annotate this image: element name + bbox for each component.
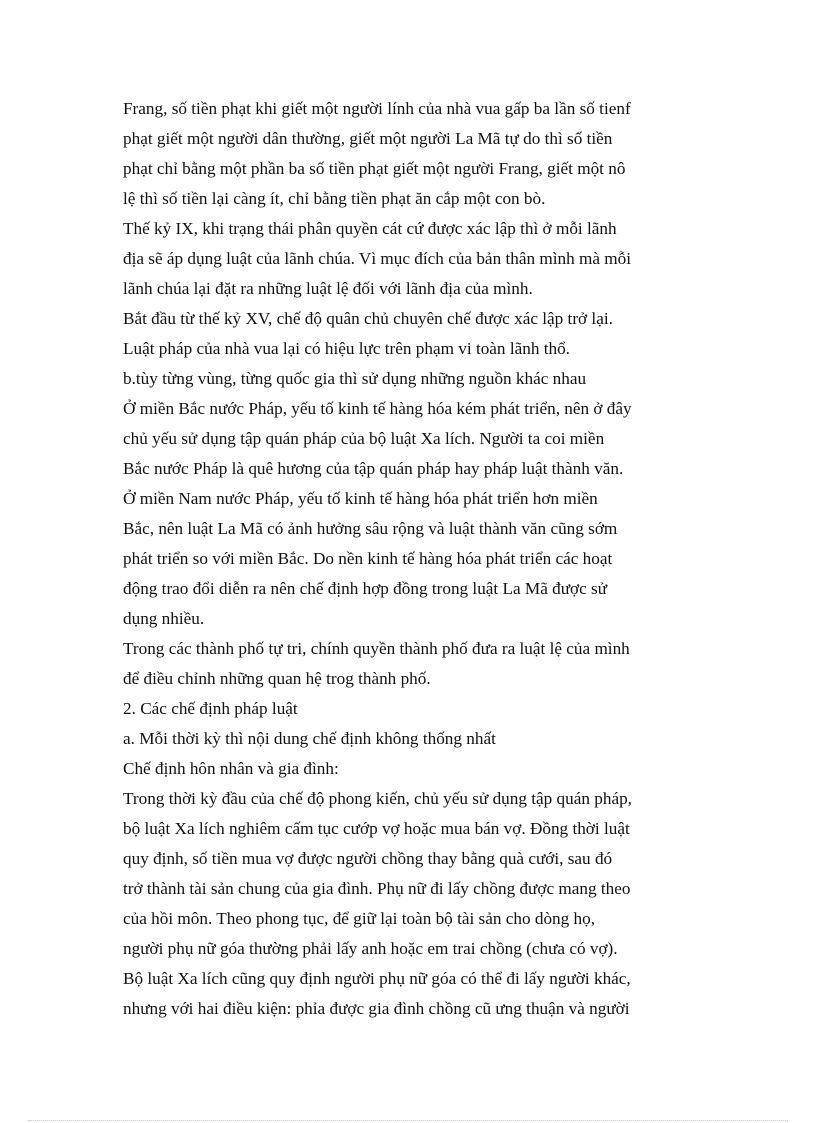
body-text: [123, 94, 703, 1024]
text-line: Luật pháp của nhà vua lại có hiệu lực trên phạm vi toàn lãnh thổ.: [123, 339, 570, 358]
text-line: quy định, số tiền mua vợ được người chồng thay bằng quà cưới, sau đó: [123, 849, 613, 868]
text-line: địa sẽ áp dụng luật của lãnh chúa. Vì mục đích của bản thân mình mà mỗi: [123, 249, 632, 268]
text-line: Ở miền Bắc nước Pháp, yếu tố kinh tế hàng hóa kém phát triển, nên ở đây: [123, 399, 632, 418]
text-line: của hồi môn. Theo phong tục, để giữ lại toàn bộ tài sản cho dòng họ,: [123, 909, 596, 928]
text-line: Bắc nước Pháp là quê hương của tập quán pháp hay pháp luật thành văn.: [123, 459, 624, 478]
text-line: phạt giết một người dân thường, giết một người La Mã tự do thì số tiền: [123, 129, 613, 148]
text-line: lệ thì số tiền lại càng ít, chỉ bằng tiền phạt ăn cắp một con bò.: [123, 189, 546, 208]
text-line: Frang, số tiền phạt khi giết một người lính của nhà vua gấp ba lần số tienf: [123, 99, 631, 118]
page-bottom-divider: [28, 1120, 788, 1121]
text-line: người phụ nữ góa thường phải lấy anh hoặc em trai chồng (chưa có vợ).: [123, 939, 618, 958]
subsection-heading: a. Mỗi thời kỳ thì nội dung chế định không thống nhất: [123, 729, 496, 748]
section-heading: 2. Các chế định pháp luật: [123, 699, 298, 718]
text-line: b.tùy từng vùng, từng quốc gia thì sử dụng những nguồn khác nhau: [123, 369, 587, 388]
topic-heading: Chế định hôn nhân và gia đình:: [123, 759, 339, 778]
text-line: Trong các thành phố tự tri, chính quyền thành phố đưa ra luật lệ của mình: [123, 639, 630, 658]
text-line: Ở miền Nam nước Pháp, yếu tố kinh tế hàng hóa phát triển hơn miền: [123, 489, 598, 508]
text-line: Bắt đầu từ thế kỷ XV, chế độ quân chủ chuyên chế được xác lập trở lại.: [123, 309, 613, 328]
text-line: Bắc, nên luật La Mã có ảnh hưởng sâu rộng và luật thành văn cũng sớm: [123, 519, 618, 538]
text-line: bộ luật Xa lích nghiêm cấm tục cướp vợ hoặc mua bán vợ. Đồng thời luật: [123, 819, 630, 838]
text-line: để điều chỉnh những quan hệ trog thành phố.: [123, 669, 431, 688]
text-line: Thế kỷ IX, khi trạng thái phân quyền cát cứ được xác lập thì ở mỗi lãnh: [123, 219, 617, 238]
text-line: phạt chỉ bằng một phần ba số tiền phạt giết một người Frang, giết một nô: [123, 159, 626, 178]
text-line: Trong thời kỳ đầu của chế độ phong kiến, chủ yếu sử dụng tập quán pháp,: [123, 789, 632, 808]
text-line: Bộ luật Xa lích cũng quy định người phụ nữ góa có thể đi lấy người khác,: [123, 969, 631, 988]
text-line: phát triển so với miền Bắc. Do nền kinh tế hàng hóa phát triển các hoạt: [123, 549, 613, 568]
text-line: dụng nhiều.: [123, 609, 205, 628]
text-line: động trao đổi diễn ra nên chế định hợp đồng trong luật La Mã được sử: [123, 579, 608, 598]
text-line: lãnh chúa lại đặt ra những luật lệ đối với lãnh địa của mình.: [123, 279, 533, 298]
text-line: trở thành tài sản chung của gia đình. Phụ nữ đi lấy chồng được mang theo: [123, 879, 631, 898]
text-line: chủ yếu sử dụng tập quán pháp của bộ luật Xa lích. Người ta coi miền: [123, 429, 605, 448]
text-line: nhưng với hai điều kiện: phỉa được gia đình chồng cũ ưng thuận và người: [123, 999, 630, 1018]
